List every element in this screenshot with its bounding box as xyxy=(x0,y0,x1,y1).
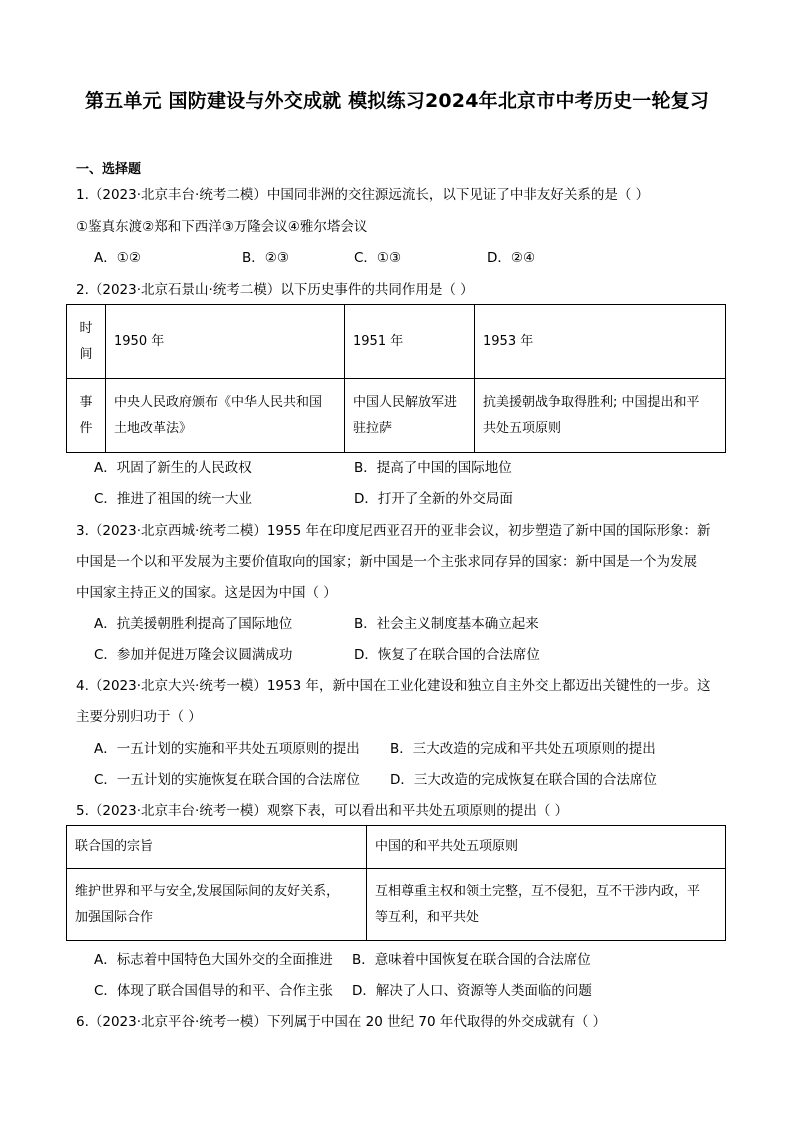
question-5-table xyxy=(66,825,726,941)
question-5-stem: 5.（2023·北京丰台·统考一模）观察下表，可以看出和平共处五项原则的提出（ ） xyxy=(76,803,569,819)
question-3-stem-line-1: 3.（2023·北京西城·统考二模）1955 年在印度尼西亚召开的亚非会议，初步塑造了新中国的国际形象：新 xyxy=(76,523,711,539)
table-cell-text: 共处五项原则 xyxy=(483,420,562,436)
table-cell-text: 中央人民政府颁布《中华人民共和国 xyxy=(114,394,323,410)
table-cell-text: 中国人民解放军进 xyxy=(353,394,458,410)
question-2-option-d: D．打开了全新的外交局面 xyxy=(354,491,513,507)
question-3-option-d: D．恢复了在联合国的合法席位 xyxy=(354,647,540,663)
table-cell: 1951 年 xyxy=(345,305,475,379)
question-3-stem-line-2: 中国是一个以和平发展为主要价值取向的国家；新中国是一个主张求同存异的国家：新中国是一个为发展 xyxy=(76,554,697,570)
question-4-option-d: D．三大改造的完成恢复在联合国的合法席位 xyxy=(390,772,657,788)
question-4-stem-line-2: 主要分别归功于（ ） xyxy=(76,709,202,725)
question-1-option-c: C．①③ xyxy=(354,250,402,266)
question-2-option-a: A．巩固了新生的人民政权 xyxy=(94,460,252,476)
question-5-option-b: B．意味着中国恢复在联合国的合法席位 xyxy=(352,952,591,968)
table-row xyxy=(67,379,726,453)
table-cell xyxy=(475,379,726,453)
table-header-cell: 联合国的宗旨 xyxy=(67,826,367,869)
question-1-option-a: A．①② xyxy=(94,250,141,266)
question-3-option-c: C．参加并促进万隆会议圆满成功 xyxy=(94,647,293,663)
table-cell-text: 土地改革法》 xyxy=(114,420,193,436)
table-cell: 1953 年 xyxy=(475,305,726,379)
question-4-option-c: C．一五计划的实施恢复在联合国的合法席位 xyxy=(94,772,360,788)
table-cell-text: 互相尊重主权和领土完整，互不侵犯，互不干涉内政，平 xyxy=(375,883,701,899)
table-row xyxy=(67,826,726,869)
table-cell-text: 抗美援朝战争取得胜利; 中国提出和平 xyxy=(483,394,700,410)
table-cell-text: 等互利，和平共处 xyxy=(375,909,480,925)
table-row xyxy=(67,869,726,941)
question-3-stem-line-3: 中国家主持正义的国家。这是因为中国（ ） xyxy=(76,585,337,601)
table-cell: 1950 年 xyxy=(106,305,345,379)
table-cell-text: 事 xyxy=(79,394,93,410)
table-row xyxy=(67,305,726,379)
question-5-option-d: D．解决了人口、资源等人类面临的问题 xyxy=(352,983,592,999)
question-1-option-d: D．②④ xyxy=(487,250,536,266)
question-6-stem: 6.（2023·北京平谷·统考一模）下列属于中国在 20 世纪 70 年代取得的外交成就有（ ） xyxy=(76,1014,607,1030)
question-4-option-a: A．一五计划的实施和平共处五项原则的提出 xyxy=(94,741,360,757)
question-2-stem: 2.（2023·北京石景山·统考二模）以下历史事件的共同作用是（ ） xyxy=(76,282,474,298)
table-cell xyxy=(367,869,726,941)
question-5-option-a: A．标志着中国特色大国外交的全面推进 xyxy=(94,952,333,968)
section-heading: 一、选择题 xyxy=(76,162,142,177)
question-3-option-b: B．社会主义制度基本确立起来 xyxy=(354,616,539,632)
table-header-cell-time xyxy=(67,305,106,379)
table-header-cell-event xyxy=(67,379,106,453)
table-cell-text: 驻拉萨 xyxy=(353,420,393,436)
question-4-option-b: B．三大改造的完成和平共处五项原则的提出 xyxy=(390,741,656,757)
question-4-stem-line-1: 4.（2023·北京大兴·统考一模）1953 年，新中国在工业化建设和独立自主外交上都迈出关键性的一步。这 xyxy=(76,678,711,694)
table-cell xyxy=(67,869,367,941)
table-cell xyxy=(106,379,345,453)
table-cell-text: 间 xyxy=(79,346,93,362)
table-cell-text: 件 xyxy=(79,420,93,436)
table-cell-text: 加强国际合作 xyxy=(75,909,154,925)
table-header-cell: 中国的和平共处五项原则 xyxy=(367,826,726,869)
question-1-items: ①鉴真东渡②郑和下西洋③万隆会议④雅尔塔会议 xyxy=(76,219,368,235)
question-1-stem: 1.（2023·北京丰台·统考二模）中国同非洲的交往源远流长，以下见证了中非友好关系的是（ ） xyxy=(76,187,650,203)
table-cell-text: 时 xyxy=(79,320,93,336)
table-cell-text: 维护世界和平与安全,发展国际间的友好关系， xyxy=(75,883,340,899)
question-3-option-a: A．抗美援朝胜利提高了国际地位 xyxy=(94,616,293,632)
question-2-option-c: C．推进了祖国的统一大业 xyxy=(94,491,252,507)
question-2-option-b: B．提高了中国的国际地位 xyxy=(354,460,512,476)
question-5-option-c: C．体现了联合国倡导的和平、合作主张 xyxy=(94,983,333,999)
table-cell xyxy=(345,379,475,453)
question-2-table xyxy=(66,304,726,453)
document-title: 第五单元 国防建设与外交成就 模拟练习2024年北京市中考历史一轮复习 xyxy=(84,90,710,112)
question-1-option-b: B．②③ xyxy=(242,250,289,266)
